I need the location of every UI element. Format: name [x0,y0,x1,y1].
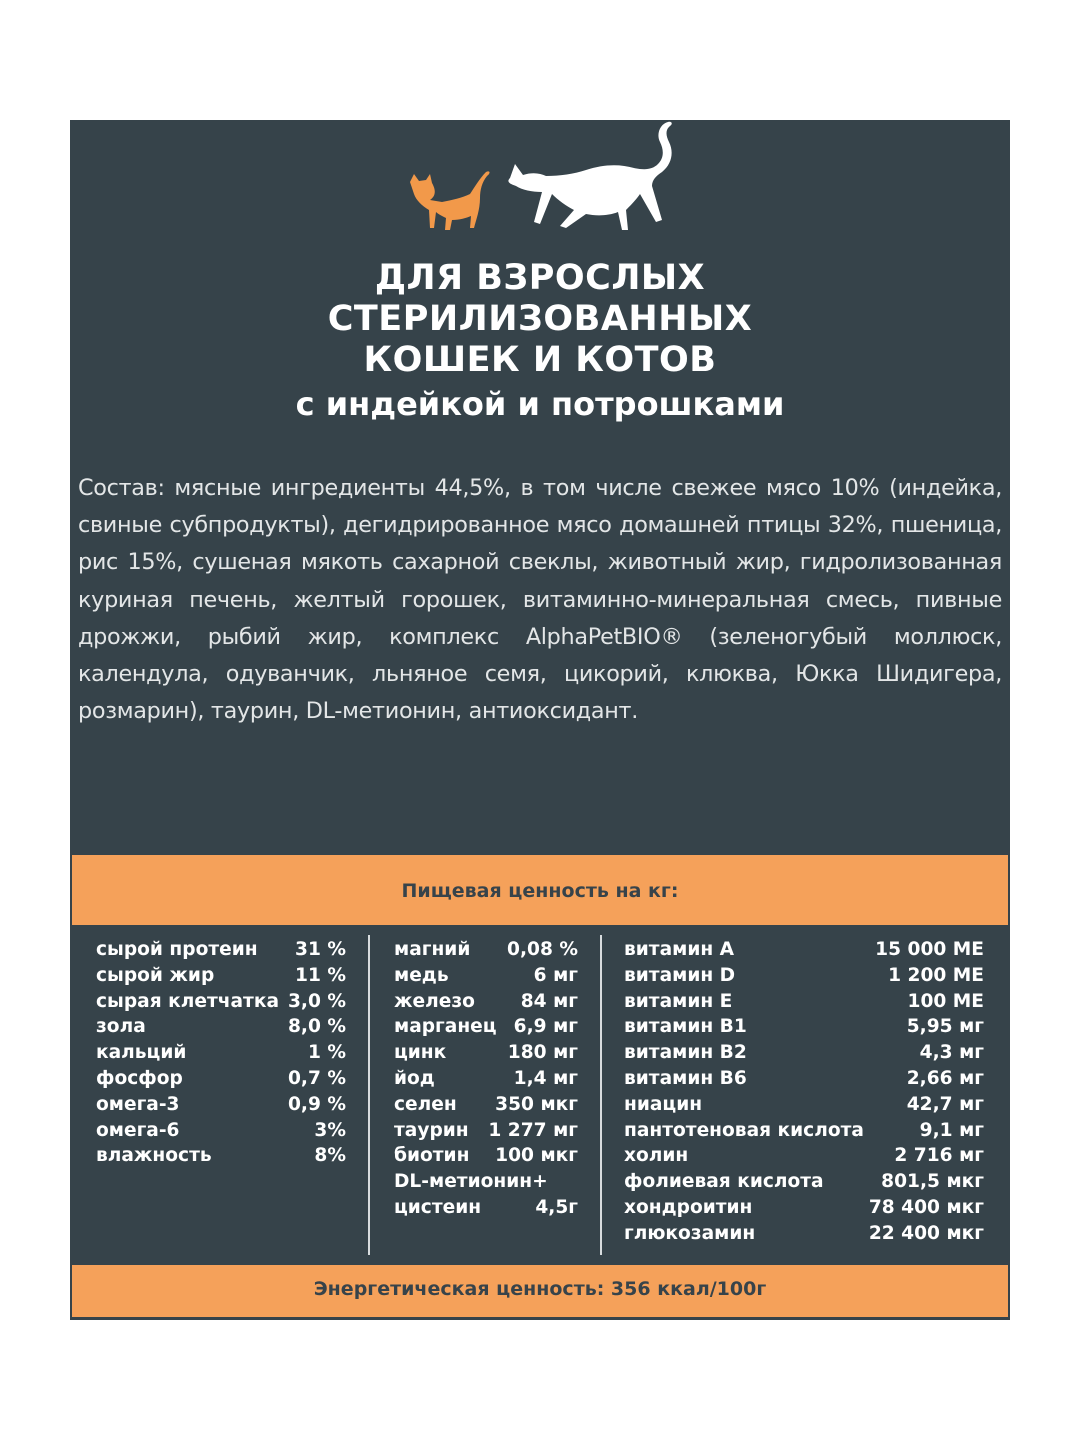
nutrient-name: пантотеновая кислота [624,1119,864,1141]
nutrient-value: 9,1 мг [919,1119,984,1141]
nutrient-row [624,1014,984,1040]
nutrition-column-3 [624,937,984,1247]
nutrient-value: 6,9 мг [513,1016,578,1038]
nutrient-value: 42,7 мг [906,1093,984,1115]
nutrient-name: витамин В6 [624,1067,747,1089]
nutrient-value: 2,66 мг [906,1067,984,1089]
nutrient-value: 180 мг [507,1042,578,1064]
nutrient-value: 5,95 мг [906,1016,984,1038]
nutrient-value: 350 мкг [495,1093,578,1115]
nutrient-row [394,1118,578,1144]
nutrient-value: 78 400 мкг [868,1196,984,1218]
nutrient-row [394,1040,578,1066]
nutrient-value: 6 мг [533,964,578,986]
nutrient-row [624,1118,984,1144]
energy-value: Энергетическая ценность: 356 ккал/100г [72,1265,1008,1317]
nutrient-row [394,937,578,963]
nutrition-table [72,925,1008,1265]
nutrient-row [624,989,984,1015]
nutrient-name: омега-6 [96,1119,180,1141]
nutrient-row [624,937,984,963]
nutrient-name: сырой протеин [96,939,258,960]
nutrient-row [96,1040,346,1066]
nutrient-name: витамин В2 [624,1042,747,1064]
nutrient-value: 0,9 % [287,1093,346,1115]
nutrient-row [394,989,578,1015]
nutrient-name: магний [394,939,471,960]
composition-text: Состав: мясные ингредиенты 44,5%, в том числе свежее мясо 10% (индейка, свиные субпродукты), дегидрированное мясо домашней птицы 32%, пшеница, рис 15%, сушеная мякоть сахарной свеклы, животный жир, гидролизованная куриная печень, желтый горошек, витаминно-минеральная смесь, пивные дрожжи, рыбий жир, комплекс AlphaPetBIO® (зеленогубый моллюск, календула, одуванчик, льняное семя, цикорий, клюква, Юкка Шидигера, розмарин), таурин, DL-метионин, антиоксидант. [78,475,1002,725]
nutrient-row [624,1040,984,1066]
nutrient-row [624,1143,984,1169]
nutrient-row [624,1195,984,1221]
nutrient-value: 3% [314,1119,346,1141]
nutrient-value: 100 мкг [495,1145,578,1167]
nutrient-value: 8% [314,1145,346,1167]
nutrient-value: 3,0 % [287,990,346,1012]
nutrient-value: 1 277 мг [488,1119,578,1141]
nutrient-row [394,1169,578,1195]
nutrient-name: медь [394,964,449,986]
product-title [70,258,1010,381]
nutrient-name: цистеин [394,1196,482,1218]
column-divider [368,935,370,1255]
nutrient-name: зола [96,1016,146,1038]
nutrient-row [394,1195,578,1221]
nutrient-row [624,963,984,989]
nutrient-value: 8,0 % [287,1016,346,1038]
title-line: КОШЕК И КОТОВ [363,340,717,380]
nutrient-row [96,1066,346,1092]
nutrient-value: 31 % [295,939,346,960]
nutrient-name: DL-метионин+ [394,1171,548,1193]
nutrient-row [394,1092,578,1118]
nutrient-value: 22 400 мкг [868,1222,984,1244]
nutrient-name: сырой жир [96,964,215,986]
nutrient-value: 1,4 мг [513,1067,578,1089]
nutrient-row [624,1221,984,1247]
nutrient-name: витамин А [624,939,735,960]
nutrition-column-2 [394,937,578,1221]
nutrient-row [624,1169,984,1195]
nutrient-value: 2 716 мг [894,1145,984,1167]
column-divider [600,935,602,1255]
title-line: ДЛЯ ВЗРОСЛЫХ [374,258,706,298]
nutrient-row [394,1066,578,1092]
nutrient-row [96,1014,346,1040]
nutrient-name: сырая клетчатка [96,990,279,1012]
nutrient-name: влажность [96,1145,212,1167]
nutrient-value: 1 % [307,1042,346,1064]
kitten-icon [410,171,490,230]
nutrient-value: 4,3 мг [919,1042,984,1064]
nutrient-name: витамин Е [624,990,733,1012]
nutrient-name: фолиевая кислота [624,1171,824,1193]
cats-illustration [390,120,690,240]
nutrient-value: 4,5г [535,1196,578,1218]
nutrient-name: биотин [394,1145,470,1167]
nutrient-value: 1 200 МЕ [888,964,984,986]
nutrient-name: йод [394,1067,435,1089]
nutrient-name: селен [394,1093,457,1115]
nutrient-row [624,1066,984,1092]
nutrient-row [96,1092,346,1118]
nutrient-value: 801,5 мкг [881,1171,984,1193]
nutrient-value: 84 мг [520,990,578,1012]
nutrient-row [96,963,346,989]
nutrient-name: кальций [96,1042,187,1064]
cat-icon [508,122,671,230]
nutrition-column-1 [96,937,346,1169]
nutrient-row [96,989,346,1015]
nutrient-name: омега-3 [96,1093,180,1115]
nutrient-value: 100 МЕ [907,990,984,1012]
nutrition-heading: Пищевая ценность на кг: [72,855,1008,925]
nutrient-name: холин [624,1145,689,1167]
nutrient-row [96,1143,346,1169]
title-line: СТЕРИЛИЗОВАННЫХ [327,299,753,339]
nutrient-name: цинк [394,1042,447,1064]
product-subtitle: с индейкой и потрошками [295,385,785,423]
nutrient-row [96,937,346,963]
nutrient-name: таурин [394,1119,469,1141]
nutrient-value: 15 000 МЕ [875,939,984,960]
nutrient-value: 0,7 % [287,1067,346,1089]
nutrient-name: хондроитин [624,1196,753,1218]
nutrient-name: марганец [394,1016,497,1038]
nutrient-name: фосфор [96,1067,183,1089]
nutrient-row [394,963,578,989]
nutrient-name: витамин В1 [624,1016,747,1038]
nutrient-row [394,1014,578,1040]
nutrient-value: 0,08 % [507,939,578,960]
nutrient-row [394,1143,578,1169]
nutrient-value: 11 % [295,964,346,986]
nutrient-name: ниацин [624,1093,703,1115]
nutrient-row [96,1118,346,1144]
nutrient-name: глюкозамин [624,1222,756,1244]
nutrient-name: железо [394,990,475,1012]
nutrient-name: витамин D [624,964,736,986]
nutrient-row [624,1092,984,1118]
